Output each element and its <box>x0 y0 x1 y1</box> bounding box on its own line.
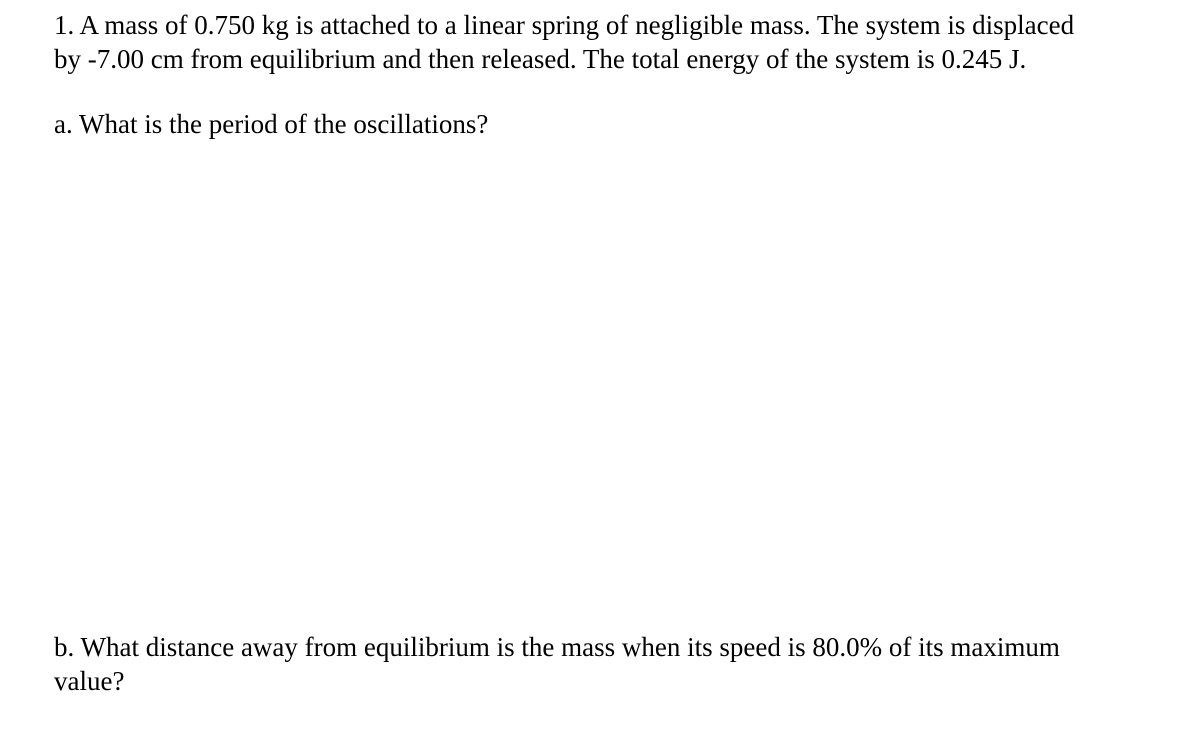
problem-statement-line: 1. A mass of 0.750 kg is attached to a linear spring of negligible mass. The system is displaced <box>54 10 1075 40</box>
question-a-text: a. What is the period of the oscillations? <box>54 109 489 139</box>
problem-statement <box>54 8 1164 76</box>
question-b-line: b. What distance away from equilibrium is the mass when its speed is 80.0% of its maximum <box>54 632 1060 662</box>
question-b-line: value? <box>54 666 125 696</box>
problem-statement-line: by -7.00 cm from equilibrium and then released. The total energy of the system is 0.245 J. <box>54 44 1027 74</box>
question-b <box>54 630 1164 698</box>
question-a <box>54 107 1164 141</box>
